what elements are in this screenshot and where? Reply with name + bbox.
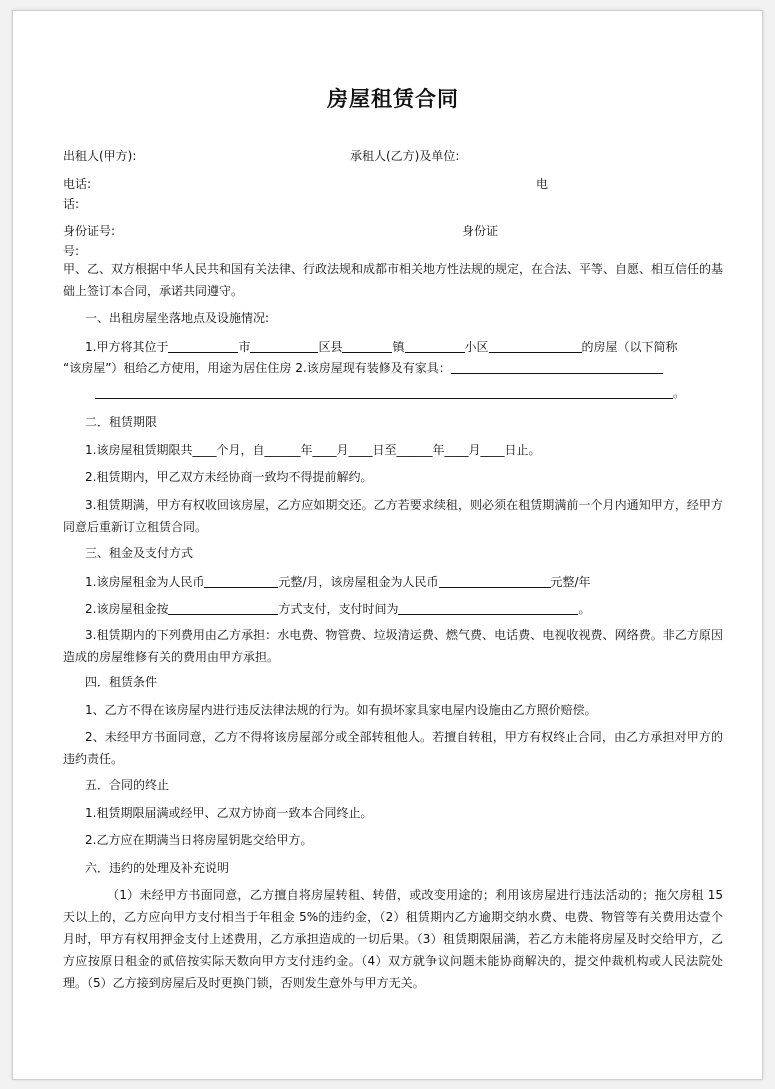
lessor-label: 出租人(甲方):: [63, 149, 137, 163]
section-3-clause-1: 1.该房屋租金为人民币 元整/月，该房屋租金为人民币 元整/年: [85, 575, 591, 589]
lessee-label: 承租人(乙方)及单位:: [350, 149, 460, 163]
section-1-clause-1-line3: 。: [63, 385, 723, 400]
furniture-blank-2[interactable]: [95, 385, 673, 399]
id-row-2: [63, 244, 723, 258]
section-2-clause-3: 3.租赁期满，甲方有权收回该房屋，乙方应如期交还。乙方若要求续租，则必须在租赁期满前一个月内通知甲方，经甲方同意后重新订立租赁合同。: [63, 498, 723, 534]
section-6-clause: （1）未经甲方书面同意，乙方擅自将房屋转租、转借，或改变用途的；利用该房屋进行违法活动的；拖欠房租 15 天以上的，乙方应向甲方支付相当于年租金 5%的违约金，（2）租赁期内乙方逾期交纳水费、电费、物管等有关费用达壹个月时，甲方有权用押金支付上述费用，乙方承担造成的一切后果。（3）租赁期限届满，若乙方未能将房屋及时交给甲方，乙方应按原日租金的贰倍按实际天数向甲方支付违约金。（4）双方就争议问题未能协商解决的，提交仲裁机构或人民法院处理。（5）乙方接到房屋后及时更换门锁，否则发生意外与甲方无关。: [63, 888, 723, 990]
id-label-b: 身份证: [462, 224, 499, 238]
furniture-blank[interactable]: [451, 360, 663, 374]
id-row: [63, 224, 723, 238]
section-5-clause-1: 1.租赁期限届满或经甲、乙双方协商一致本合同终止。: [85, 806, 373, 820]
phone-label-a: 电话:: [63, 177, 92, 191]
section-1-clause-1-cont: “该房屋”）租给乙方使用，用途为居住住房 2.该房屋现有装修及有家具：: [63, 360, 723, 375]
lessor-row: [63, 149, 723, 163]
section-1-heading: 一、出租房屋坐落地点及设施情况:: [85, 311, 270, 325]
town-blank[interactable]: [342, 339, 392, 353]
section-6-heading: 六．违约的处理及补充说明: [85, 861, 230, 875]
section-1-clause-1: 1.甲方将其位于 市 区县 镇 小区 的房屋（以下简称: [85, 340, 678, 354]
section-5-clause-2: 2.乙方应在期满当日将房屋钥匙交给甲方。: [85, 833, 313, 847]
section-5-heading: 五．合同的终止: [85, 778, 170, 792]
phone-label-b-cont: 话:: [63, 197, 80, 211]
community-blank[interactable]: [405, 339, 465, 353]
section-2-clause-1: 1.该房屋租赁期限共____个月，自______年____月____日至______年____月____日止。: [85, 443, 541, 457]
payment-method-blank[interactable]: [168, 601, 278, 615]
phone-row-2: [63, 197, 723, 211]
section-3-clause-3: 3.租赁期内的下列费用由乙方承担：水电费、物管费、垃圾清运费、燃气费、电话费、电视收视费、网络费。非乙方原因造成的房屋维修有关的费用由甲方承担。: [63, 628, 723, 664]
city-blank[interactable]: [168, 339, 238, 353]
section-4-heading: 四．租赁条件: [85, 675, 158, 689]
address-blank[interactable]: [489, 339, 582, 353]
section-4-clause-2: 2、未经甲方书面同意，乙方不得将该房屋部分或全部转租他人。若擅自转租，甲方有权终止合同，由乙方承担对甲方的违约责任。: [63, 730, 723, 766]
section-3-heading: 三、租金及支付方式: [85, 546, 194, 560]
yearly-rent-blank[interactable]: [439, 574, 551, 588]
id-label-a: 身份证号:: [63, 224, 116, 238]
phone-row: [63, 177, 723, 191]
document-page: [12, 10, 763, 1080]
section-3-clause-2: 2.该房屋租金按 方式支付，支付时间为 。: [85, 602, 591, 616]
section-4-clause-1: 1、乙方不得在该房屋内进行违反法律法规的行为。如有损坏家具家电屋内设施由乙方照价赔偿。: [85, 703, 597, 717]
payment-time-blank[interactable]: [398, 601, 578, 615]
preamble: 甲、乙、双方根据中华人民共和国有关法律、行政法规和成都市相关地方性法规的规定，在合法、平等、自愿、相互信任的基础上签订本合同，承诺共同遵守。: [63, 262, 724, 298]
page-title: 房屋租赁合同: [327, 86, 459, 111]
section-2-clause-2: 2.租赁期内，甲乙双方未经协商一致均不得提前解约。: [85, 470, 373, 484]
monthly-rent-blank[interactable]: [204, 574, 278, 588]
id-label-b-cont: 号:: [63, 244, 80, 258]
district-blank[interactable]: [250, 339, 318, 353]
section-2-heading: 二．租赁期限: [85, 415, 158, 429]
phone-label-b: 电: [536, 177, 549, 191]
